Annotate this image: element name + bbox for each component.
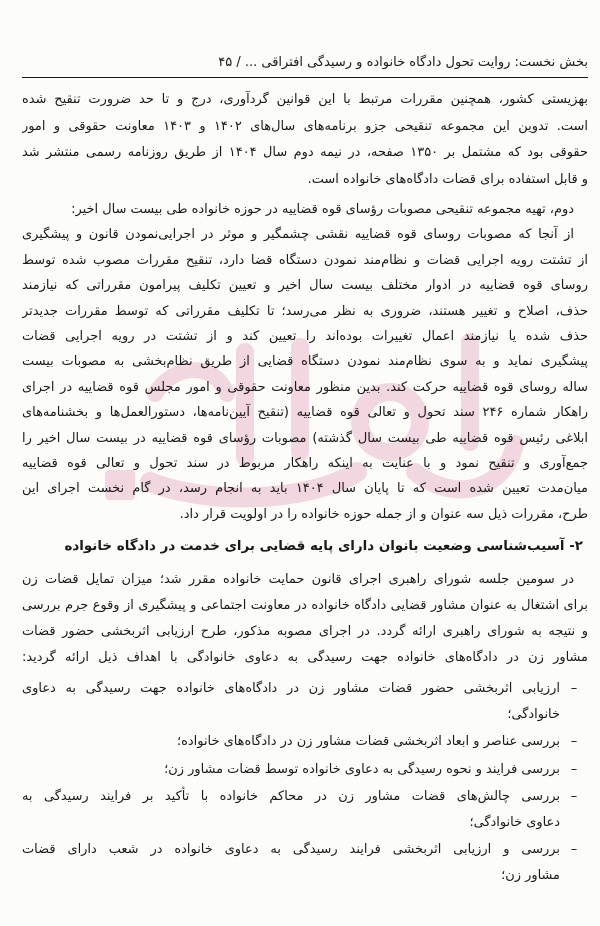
text-line: روسای قوه قضاییه در ادوار مختلف بیست سال اخیر و تعیین تکلیف پیرامون مقرراتی که نیازمند	[22, 278, 588, 294]
text-line: در سومین جلسه شورای راهبری اجرای قانون حمایت خانواده مقرر شد؛ میزان تمایل قضات زن	[22, 572, 574, 587]
text-line: حقوقی بود که مشتمل بر ۱۳۵۰ صفحه، در نیمه دوم سال ۱۴۰۴ از طریق روزنامه رسمی منتشر شد	[22, 145, 588, 160]
list-item	[22, 784, 588, 835]
section-heading: ۲- آسیب‌شناسی وضعیت بانوان دارای پایه قضایی برای خدمت در دادگاه خانواده	[64, 539, 583, 554]
text-line: میان‌مدت تعیین شده است که تا پایان سال ۱۴۰۴ باید به انجام رسد، در گام نخست اجرای این	[22, 481, 588, 497]
list-item-text	[22, 757, 560, 783]
list-item-text	[22, 729, 560, 755]
text-line: بررسی فرایند و نحوه رسیدگی به دعاوی خانواده توسط قضات مشاور زن؛	[164, 761, 560, 777]
text-line: از تشتت رویه اجرایی قضات و نظام‌مند نمودن دستگاه قضا دارد، تنقیح مقررات مصوب شده توسط	[22, 252, 588, 268]
list-item	[22, 676, 588, 727]
text-line: خانوادگی؛	[507, 706, 560, 722]
text-line: طرح، مقررات ذیل سه عنوان و از جمله حوزه خانواده را در اولویت قرار داد.	[179, 506, 588, 522]
text-line: بهزیستی کشور، همچنین مقررات مرتبط با این قوانین گردآوری، درج و تا حد ضرورت تنقیح شده	[22, 92, 588, 107]
text-line: جمع‌آوری و تنقیح نمود و با عنایت به اینکه راهکار مربوط در سند تحول و تعالی قوه قضاییه	[22, 455, 588, 471]
header-rule	[22, 77, 588, 78]
objectives-list	[22, 676, 588, 890]
bullet-dash: –	[570, 761, 578, 777]
text-line: بررسی و ارزیابی اثربخشی فرایند رسیدگی به دعاوی خانواده در شعب دارای قضات	[22, 842, 560, 857]
paragraph	[22, 567, 588, 671]
text-line: و نتیجه به شورای راهبری ارائه گردد. در اجرای مصوبه مذکور، طرح ارزیابی اثربخشی حضور قضات	[22, 624, 588, 639]
text-line: مشاور زن؛	[501, 867, 560, 883]
text-line: پیشگیری نماید و به سوی نظام‌مند نمودن دستگاه قضایی از طریق نظام‌بخشی به مصوبات بیست	[22, 354, 588, 370]
text-line: دعاوی خانوادگی؛	[469, 814, 560, 830]
text-line: و قابل استفاده برای قضات دادگاه‌های خانواده است.	[307, 171, 588, 187]
text-line: ساله روسای قوه قضاییه حرکت کند. بدین منظور معاونت حقوقی و امور مجلس قوه قضاییه در اجرای	[22, 379, 588, 395]
paragraph-lead-line: دوم، تهیه مجموعه تنقیحی مصوبات رؤسای قوه قضاییه در حوزه خانواده طی بیست سال اخیر:	[71, 202, 574, 217]
bullet-dash: –	[570, 789, 578, 804]
list-item	[22, 729, 588, 755]
list-item	[22, 837, 588, 888]
bullet-dash: –	[570, 734, 578, 749]
paragraph-group	[22, 197, 588, 527]
text-line: برای اشتغال به عنوان مشاور قضایی دادگاه خانواده در معاونت اجتماعی و پیشگیری از وقوع جرم بررسی	[22, 598, 588, 613]
text-line: حذف، اصلاح و تغییر هستند، ضروری به نظر می‌رسد؛ تا تکلیف مقرراتی که توسط مقررات جدیدتر	[22, 303, 588, 319]
running-header: بخش نخست: روایت تحول دادگاه خانواده و رسیدگی افتراقی ... / ۴۵	[218, 55, 588, 70]
list-item-text	[22, 837, 560, 888]
bullet-dash: –	[570, 842, 578, 857]
paragraph	[22, 87, 588, 193]
text-line: از آنجا که مصوبات روسای قوه قضاییه نقشی چشمگیر و موثر در اجرایی‌نمودن قانون و پیشگیری	[22, 227, 574, 243]
text-line: ارزیابی اثربخشی حضور قضات مشاور زن در دادگاه‌های خانواده جهت رسیدگی به دعاوی	[22, 681, 560, 696]
text-line: بررسی عناصر و ابعاد اثربخشی قضات مشاور زن در دادگاه‌های خانواده؛	[177, 734, 560, 749]
section-heading-block	[22, 534, 588, 560]
text-line: بررسی چالش‌های قضات مشاور زن در محاکم خانواده با تأکید بر فرایند رسیدگی به	[22, 789, 560, 804]
list-item-text	[22, 676, 560, 727]
text-line: راهکار شماره ۲۴۶ سند تحول و تعالی قوه قضاییه (تنقیح آیین‌نامه‌ها، دستورالعمل‌ها و بخشنامه‌های	[22, 405, 588, 421]
text-line: است. تدوین این مجموعه تنقیحی جزو برنامه‌های سال‌های ۱۴۰۲ و ۱۴۰۳ معاونت حقوقی و امور	[22, 118, 588, 134]
text-line: ابلاغی رئیس قوه قضاییه طی بیست سال گذشته) مصوبات رؤسای قوه قضاییه در بیست سال اخیر را	[22, 430, 588, 446]
list-item-text	[22, 784, 560, 835]
text-line: حذف شده یا نیازمند اعمال تغییرات بوده‌اند را تعیین کند و از تشتت در رویه اجرایی قضات	[22, 328, 588, 344]
list-item	[22, 757, 588, 783]
bullet-dash: –	[570, 681, 578, 696]
text-line: مشاور زن در دادگاه‌های خانواده جهت رسیدگی به دعاوی خانوادگی با اهداف ذیل ارائه گردید:	[22, 650, 588, 665]
